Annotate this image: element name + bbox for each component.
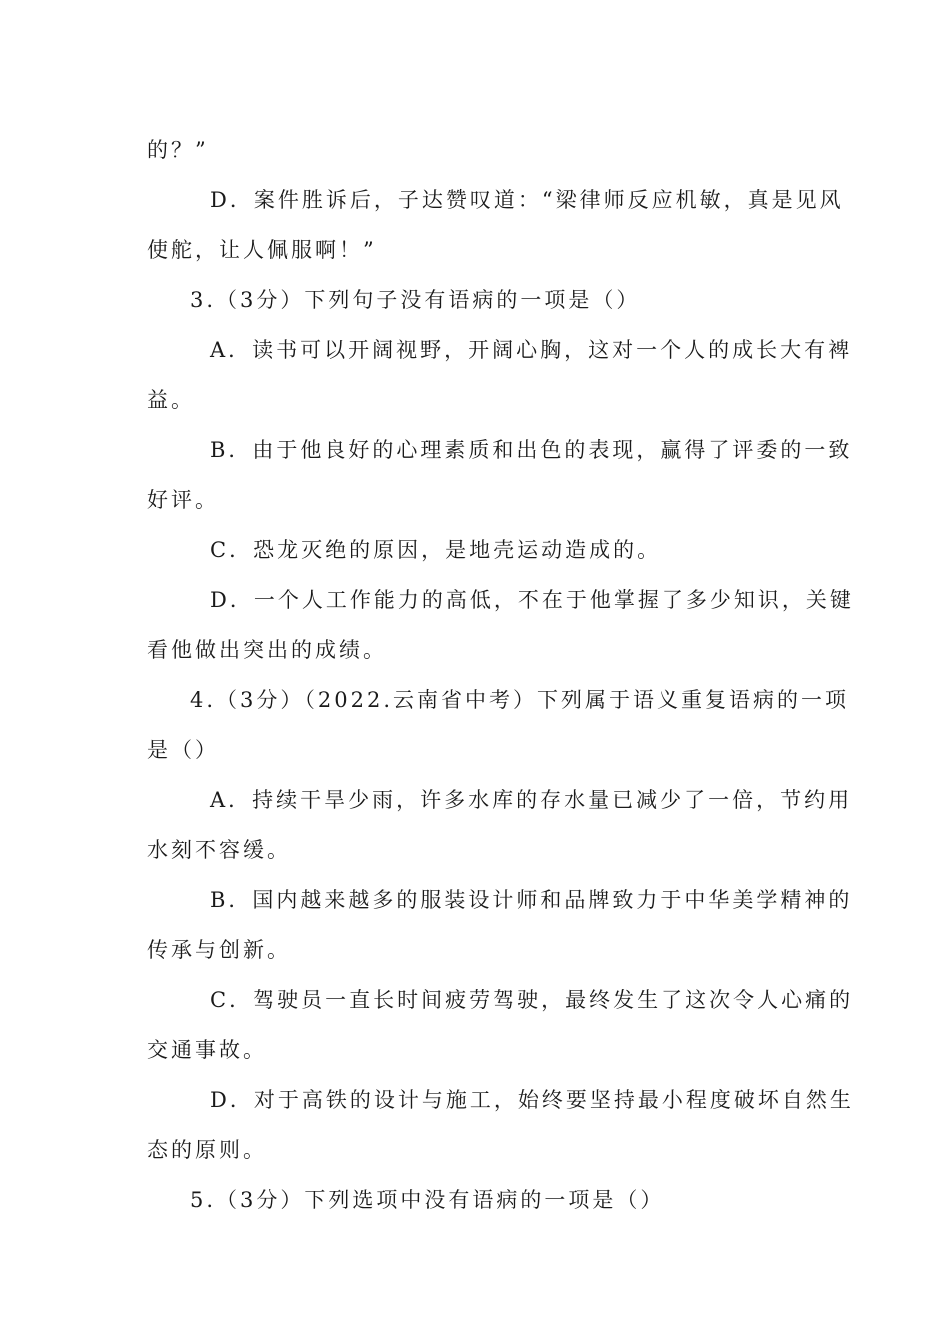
q4-option-a: A．持续干旱少雨，许多水库的存水量已减少了一倍，节约用 xyxy=(210,788,853,812)
text-line: 看他做出突出的成绩。 xyxy=(147,638,387,662)
q3-option-c: C．恐龙灭绝的原因，是地壳运动造成的。 xyxy=(210,538,662,562)
q4-option-b: B．国内越来越多的服装设计师和品牌致力于中华美学精神的 xyxy=(210,888,853,912)
text-line: 水刻不容缓。 xyxy=(147,838,291,862)
text-line: 的？” xyxy=(147,138,209,162)
question-3-title: 3.（3分）下列句子没有语病的一项是（） xyxy=(190,288,641,312)
text-line: 传承与创新。 xyxy=(147,938,291,962)
text-line: 好评。 xyxy=(147,488,219,512)
q3-option-d: D．一个人工作能力的高低，不在于他掌握了多少知识，关键 xyxy=(210,588,854,612)
text-line: 是（） xyxy=(147,738,219,762)
question-4-title: 4.（3分）（2022.云南省中考）下列属于语义重复语病的一项 xyxy=(190,688,850,712)
text-line: 交通事故。 xyxy=(147,1038,267,1062)
question-5-title: 5.（3分）下列选项中没有语病的一项是（） xyxy=(190,1188,665,1212)
text-line: 使舵，让人佩服啊！” xyxy=(147,238,377,262)
text-line: 态的原则。 xyxy=(147,1138,267,1162)
q3-option-b: B．由于他良好的心理素质和出色的表现，赢得了评委的一致 xyxy=(210,438,853,462)
text-line: 益。 xyxy=(147,388,195,412)
q4-option-d: D．对于高铁的设计与施工，始终要坚持最小程度破坏自然生 xyxy=(210,1088,854,1112)
q4-option-c: C．驾驶员一直长时间疲劳驾驶，最终发生了这次令人心痛的 xyxy=(210,988,854,1012)
option-d-line: D．案件胜诉后，子达赞叹道：“梁律师反应机敏，真是见风 xyxy=(210,188,844,212)
q3-option-a: A．读书可以开阔视野，开阔心胸，这对一个人的成长大有裨 xyxy=(210,338,853,362)
